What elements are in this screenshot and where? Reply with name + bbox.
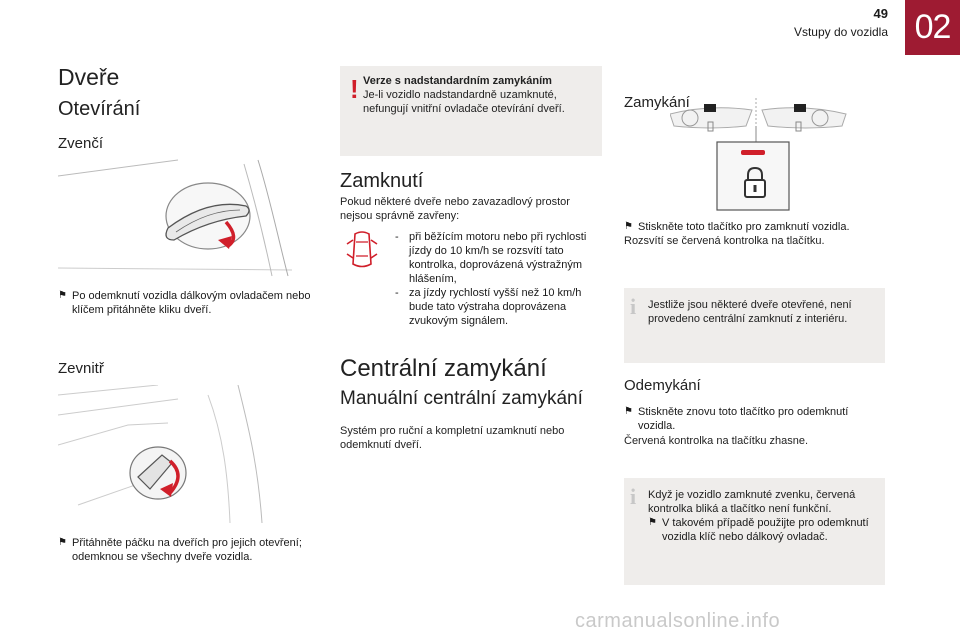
lock-bullet: ⚑ Stiskněte toto tlačítko pro zamknutí vozidla. — [624, 221, 850, 233]
info-box-1-text: Jestliže jsou některé dveře otevřené, není provedeno centrální zamknutí z interiéru. — [648, 299, 852, 325]
warning-box-title: Verze s nadstandardním zamykáním — [363, 75, 552, 87]
chapter-tab: 02 — [905, 0, 960, 55]
heading-inside: Zevnitř — [58, 360, 104, 377]
heading-opening: Otevírání — [58, 98, 141, 120]
flag-bullet-icon: ⚑ — [58, 537, 67, 548]
heading-central-locking: Centrální zamykání — [340, 355, 547, 382]
heading-outside: Zvenčí — [58, 135, 104, 152]
info-icon: i — [630, 484, 637, 509]
lock-icon — [742, 166, 768, 200]
flag-bullet-icon: ⚑ — [58, 290, 67, 301]
info-icon: i — [630, 294, 637, 319]
outside-door-handle-illustration — [58, 158, 292, 280]
info-box-1 — [624, 288, 885, 363]
locking-intro: Pokud některé dveře nebo zavazadlový prostor nejsou správně zavřeny: — [340, 196, 570, 222]
flag-bullet-icon: ⚑ — [624, 221, 633, 232]
watermark: carmanualsonline.info — [575, 610, 781, 632]
inside-door-lever-illustration — [58, 385, 292, 523]
page-number: 49 — [873, 6, 888, 21]
locking-list — [395, 230, 600, 328]
warning-box — [340, 66, 602, 156]
heading-manual-central-locking: Manuální centrální zamykání — [340, 388, 583, 409]
lock-note: Rozsvítí se červená kontrolka na tlačítku. — [624, 235, 825, 247]
warning-box-text: Je-li vozidlo nadstandardně uzamknuté, nefungují vnitřní ovladače otevírání dveří. — [363, 89, 565, 115]
heading-lock: Zamykání — [624, 94, 690, 111]
flag-bullet-icon: ⚑ — [648, 517, 657, 528]
manual-central-text: Systém pro ruční a kompletní uzamknutí nebo odemknutí dveří. — [340, 425, 565, 451]
unlock-bullet: ⚑ Stiskněte znovu toto tlačítko pro odemknutí vozidla. — [624, 406, 849, 432]
warning-exclamation-icon: ! — [350, 74, 359, 104]
info-box-2-bullet: ⚑ V takovém případě použijte pro odemknutí vozidla klíč nebo dálkový ovladač. — [648, 517, 869, 543]
section-title: Vstupy do vozidla — [793, 25, 888, 39]
page-title: Dveře — [58, 64, 120, 90]
list-item: - za jízdy rychlostí vyšší než 10 km/h bude tato výstraha doprovázena zvukovým signálem. — [395, 287, 582, 327]
heading-locking: Zamknutí — [340, 170, 424, 192]
outside-bullet: ⚑ Po odemknutí vozidla dálkovým ovladačem nebo klíčem přitáhněte kliku dveří. — [58, 290, 311, 316]
info-box-2 — [624, 478, 885, 585]
unlock-note: Červená kontrolka na tlačítku zhasne. — [624, 435, 809, 447]
heading-unlock: Odemykání — [624, 377, 701, 394]
door-open-warning-icon — [345, 230, 379, 270]
info-box-2-text: Když je vozidlo zamknuté zvenku, červená kontrolka bliká a tlačítko není funkční. — [648, 489, 856, 515]
inside-bullet: ⚑ Přitáhněte páčku na dveřích pro jejich otevření; odemknou se všechny dveře vozidla. — [58, 537, 302, 563]
flag-bullet-icon: ⚑ — [624, 406, 633, 417]
list-item: - při běžícím motoru nebo při rychlosti jízdy do 10 km/h se rozsvítí tato kontrolka, doprovázená výstražným hlášením, — [395, 231, 587, 285]
